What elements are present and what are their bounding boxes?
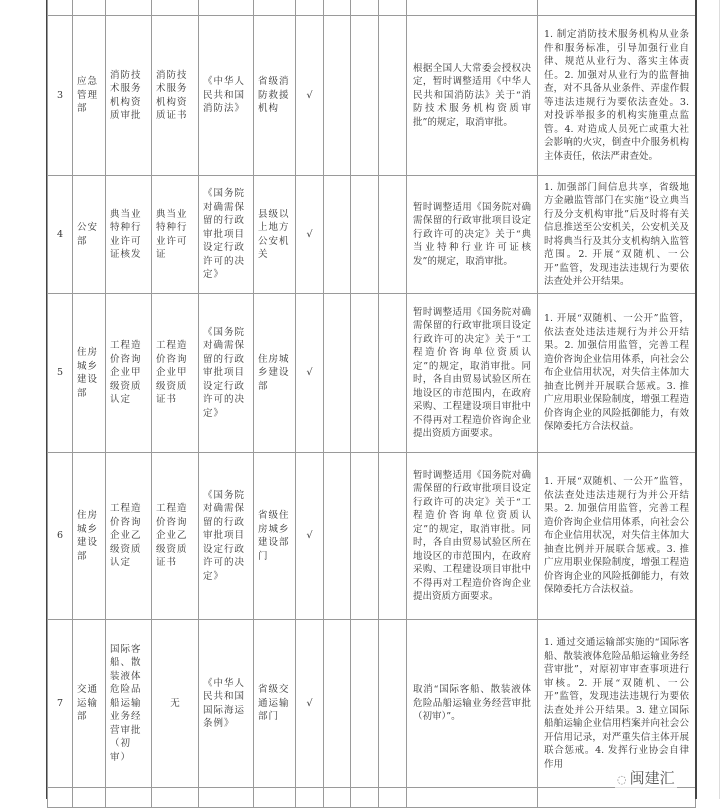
row-number: 7 [48,620,73,788]
table-row-partial-bottom [48,788,696,808]
legal-basis: 《中华人民共和国消防法》 [199,16,254,176]
row-number: 3 [48,16,73,176]
department: 交通运输部 [73,620,106,788]
regulatory-measures: 1. 制定消防技术服务机构从业条件和服务标准，引导加强行业自律、规范从业行为、落实主体责任。2. 加强对从业行为的监督抽查，对不具备从业条件、弄虚作假等违法违规行为要依法查处。3. 对投诉举报多的机构实施重点监管。4. 对造成人员死亡或重大社会影响的火灾，倒查中介服务机构主体责任，依法严肃查处。 [538,16,696,176]
table-row-partial-top [48,0,696,16]
regulatory-measures: 1. 通过交通运输部实施的“国际客船、散装液体危险品船运输业务经营审批”，对原初审审查事项进行审核。2. 开展“双随机、一公开”监管，发现违法违规行为要依法查处并公开结果。3. 建立国际船舶运输企业信用档案并向社会公开信用记录，对严重失信主体开展联合惩戒。4. 发挥行业协会自律作用 [538,620,696,788]
reform-method: 根据全国人大常委会授权决定，暂时调整适用《中华人民共和国消防法》关于“消防技术服务机构资质审批”的规定，取消审批。 [407,16,538,176]
certificate: 无 [152,620,199,788]
table-row [48,620,696,788]
department: 住房城乡建设部 [73,453,106,620]
legal-basis: 《国务院对确需保留的行政审批项目设定行政许可的决定》 [199,176,254,294]
table-row [48,16,696,176]
legal-basis: 《国务院对确需保留的行政审批项目设定行政许可的决定》 [199,453,254,620]
check-mark: √ [296,294,324,453]
certificate: 工程造价咨询企业甲级资质证书 [152,294,199,453]
approval-item: 工程造价咨询企业乙级资质认定 [106,453,152,620]
check-mark: √ [296,620,324,788]
watermark [615,767,677,788]
approving-authority: 省级住房城乡建设部门 [254,453,296,620]
department: 应急管理部 [73,16,106,176]
regulatory-measures: 1. 加强部门间信息共享，省级地方金融监管部门在实施“设立典当行及分支机构审批”后及时将有关信息推送至公安机关，公安机关及时将典当行及其分支机构纳入监管范围。2. 开展“双随机、一公开”监管，发现违法违规行为要依法查处并公开结果。 [538,176,696,294]
check-mark: √ [296,16,324,176]
row-number: 4 [48,176,73,294]
watermark-text: 闽建汇 [629,769,675,787]
row-number: 6 [48,453,73,620]
wechat-icon: ◌ [617,773,627,786]
certificate: 典当业特种行业许可证 [152,176,199,294]
reform-method: 取消“国际客船、散装液体危险品船运输业务经营审批（初审）”。 [407,620,538,788]
row-number: 5 [48,294,73,453]
approval-item: 典当业特种行业许可证核发 [106,176,152,294]
regulatory-measures: 1. 开展“双随机、一公开”监管，依法查处违法违规行为并公开结果。2. 加强信用监管，完善工程造价咨询企业信用体系，向社会公布企业信用状况，对失信主体加大抽查比例并开展联合惩戒。3. 推广应用职业保险制度，增强工程造价咨询企业的风险抵御能力，有效保障委托方合法权益。 [538,453,696,620]
certificate: 工程造价咨询企业乙级资质证书 [152,453,199,620]
table-row [48,176,696,294]
certificate: 消防技术服务机构资质证书 [152,16,199,176]
legal-basis: 《中华人民共和国国际海运条例》 [199,620,254,788]
reform-table [47,0,696,808]
approving-authority: 住房城乡建设部 [254,294,296,453]
approval-item: 国际客船、散装液体危险品船运输业务经营审批（初审） [106,620,152,788]
approving-authority: 省级交通运输部门 [254,620,296,788]
approval-item: 消防技术服务机构资质审批 [106,16,152,176]
approving-authority: 省级消防救援机构 [254,16,296,176]
department: 公安部 [73,176,106,294]
approving-authority: 县级以上地方公安机关 [254,176,296,294]
legal-basis: 《国务院对确需保留的行政审批项目设定行政许可的决定》 [199,294,254,453]
reform-method: 暂时调整适用《国务院对确需保留的行政审批项目设定行政许可的决定》关于“工程造价咨询单位资质认定”的规定，取消审批。同时，各自由贸易试验区所在地设区的市范围内，在政府采购、工程建设项目审批中不得再对工程造价咨询企业提出资质方面要求。 [407,453,538,620]
reform-method: 暂时调整适用《国务院对确需保留的行政审批项目设定行政许可的决定》关于“典当业特种行业许可证核发”的规定，取消审批。 [407,176,538,294]
table-right-border [695,0,697,799]
regulatory-measures: 1. 开展“双随机、一公开”监管，依法查处违法违规行为并公开结果。2. 加强信用监管，完善工程造价咨询企业信用体系，向社会公布企业信用状况，对失信主体加大抽查比例并开展联合惩戒。3. 推广应用职业保险制度，增强工程造价咨询企业的风险抵御能力，有效保障委托方合法权益。 [538,294,696,453]
check-mark: √ [296,453,324,620]
table-row [48,294,696,453]
reform-method: 暂时调整适用《国务院对确需保留的行政审批项目设定行政许可的决定》关于“工程造价咨询单位资质认定”的规定，取消审批。同时，各自由贸易试验区所在地设区的市范围内，在政府采购、工程建设项目审批中不得再对工程造价咨询企业提出资质方面要求。 [407,294,538,453]
page-edge [719,0,720,799]
check-mark: √ [296,176,324,294]
department: 住房城乡建设部 [73,294,106,453]
table-row [48,453,696,620]
approval-item: 工程造价咨询企业甲级资质认定 [106,294,152,453]
